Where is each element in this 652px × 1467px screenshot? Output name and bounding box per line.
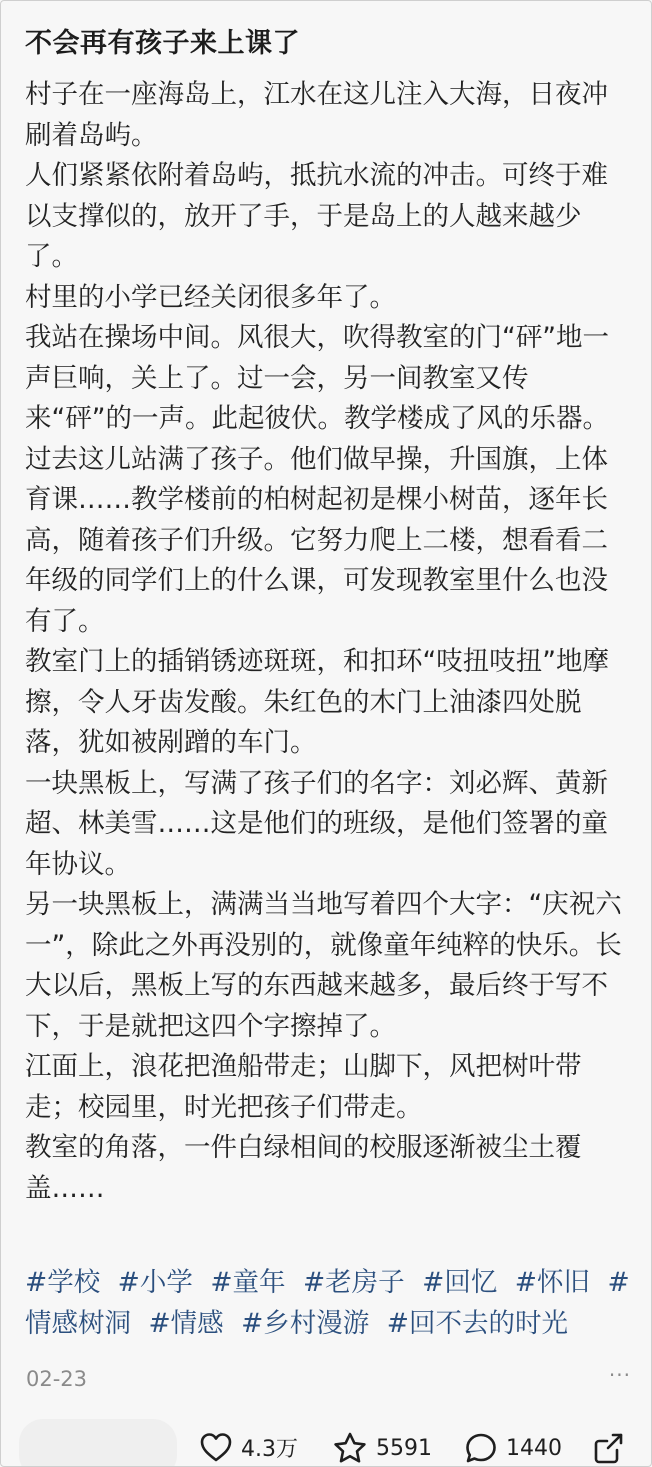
tag-link[interactable]: #回不去的时光 (386, 1307, 568, 1339)
tag-link[interactable]: #乡村漫游 (241, 1307, 370, 1339)
share-button[interactable] (591, 1431, 627, 1465)
paragraph: 江面上，浪花把渔船带走；山脚下，风把树叶带走；校园里，时光把孩子们带走。 (25, 1051, 582, 1123)
paragraph: 人们紧紧依附着岛屿，抵抗水流的冲击。可终于难以支撑似的，放开了手，于是岛上的人越来越少了。 (25, 160, 608, 272)
paragraph: 教室的角落，一件白绿相间的校服逐渐被尘土覆盖…… (25, 1132, 582, 1204)
tag-link[interactable]: #童年 (210, 1267, 286, 1298)
comment-bubble-icon (464, 1431, 498, 1465)
favorite-count: 5591 (376, 1435, 432, 1461)
tag-link[interactable]: #老房子 (302, 1267, 405, 1298)
heart-icon (199, 1431, 233, 1463)
paragraph: 教室门上的插销锈迹斑斑，和扣环“吱扭吱扭”地摩擦，令人牙齿发酸。朱红色的木门上油漆四处脱落，犹如被剐蹭的车门。 (25, 646, 609, 758)
tag-link[interactable]: #回忆 (422, 1267, 498, 1298)
tag-link[interactable]: #情感 (148, 1307, 224, 1339)
tag-list (25, 1263, 635, 1344)
like-count: 4.3万 (241, 1436, 298, 1462)
more-dots-icon[interactable]: ··· (608, 1363, 631, 1387)
post-body (25, 75, 631, 1209)
paragraph: 村里的小学已经关闭很多年了。 (25, 281, 396, 313)
star-icon (332, 1431, 368, 1465)
like-button[interactable] (199, 1431, 298, 1463)
tag-link[interactable]: #小学 (117, 1267, 193, 1298)
favorite-button[interactable] (332, 1431, 432, 1465)
post-date: 02-23 (26, 1367, 88, 1391)
paragraph: 过去这儿站满了孩子。他们做早操，升国旗，上体育课……教学楼前的柏树起初是棵小树苗，逐年长高，随着孩子们升级。它努力爬上二楼，想看看二年级的同学们上的什么课，可发现教室里什么也没有了。 (25, 443, 608, 637)
tag-link[interactable]: #情感树洞 (25, 1267, 630, 1339)
comment-count: 1440 (506, 1435, 562, 1461)
share-icon (591, 1431, 627, 1465)
post-title: 不会再有孩子来上课了 (25, 28, 300, 59)
paragraph: 一块黑板上，写满了孩子们的名字：刘必辉、黄新超、林美雪……这是他们的班级，是他们签署的童年协议。 (25, 767, 608, 880)
tag-link[interactable]: #怀旧 (514, 1267, 590, 1298)
tag-link[interactable]: #学校 (25, 1267, 101, 1298)
paragraph: 村子在一座海岛上，江水在这儿注入大海，日夜冲刷着岛屿。 (25, 79, 608, 151)
paragraph: 我站在操场中间。风很大，吹得教室的门“砰”地一声巨响，关上了。过一会，另一间教室又传来“砰”的一声。此起彼伏。教学楼成了风的乐器。 (25, 322, 609, 434)
comment-button[interactable] (464, 1431, 562, 1465)
paragraph: 另一块黑板上，满满当当地写着四个大字：“庆祝六一”，除此之外再没别的，就像童年纯粹的快乐。长大以后，黑板上写的东西越来越多，最后终于写不下，于是就把这四个字擦掉了。 (25, 889, 622, 1042)
action-bar (1, 1431, 652, 1467)
